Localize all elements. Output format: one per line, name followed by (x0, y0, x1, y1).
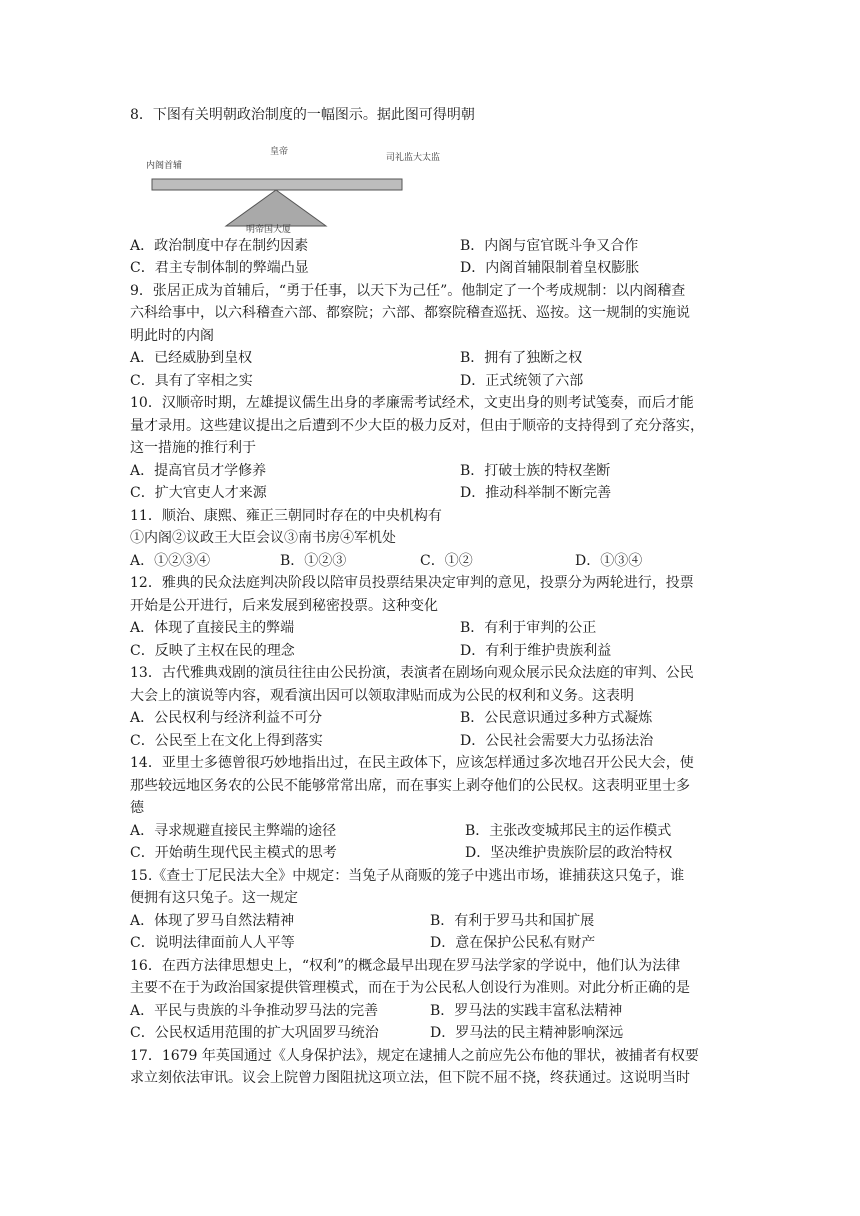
q11-options-row (130, 550, 740, 573)
label-emperor: 皇帝 (270, 146, 289, 157)
question-list (130, 104, 740, 1090)
question-10-stem-line: 这一措施的推行利于 (130, 440, 256, 456)
q13-options-row1 (130, 707, 740, 730)
question-14 (130, 752, 740, 865)
question-9-stem-line: 明此时的内阁 (130, 327, 214, 344)
label-silijian-eunuch: 司礼监大太监 (386, 152, 441, 163)
option-b[interactable]: B．罗马法的实践丰富私法精神 (430, 1002, 623, 1019)
option-a[interactable]: A．寻求规避直接民主弊端的途径 (130, 822, 337, 839)
question-14-stem-line: 德 (130, 800, 144, 816)
q13-options-row2 (130, 730, 740, 753)
option-b[interactable]: B．主张改变城邦民主的运作模式 (465, 822, 672, 839)
q12-options-row1 (130, 617, 740, 640)
q15-options-row2 (130, 932, 740, 955)
option-b[interactable]: B．有利于罗马共和国扩展 (430, 912, 595, 929)
option-c[interactable]: C．开始萌生现代民主模式的思考 (130, 845, 337, 861)
question-8-stem: 8．下图有关明朝政治制度的一幅图示。据此图可得明朝 (130, 107, 475, 123)
question-9 (130, 280, 740, 393)
question-8 (130, 104, 740, 280)
option-d[interactable]: D．罗马法的民主精神影响深远 (430, 1025, 624, 1041)
option-a[interactable]: A．公民权利与经济利益不可分 (130, 710, 323, 726)
option-b[interactable]: B．有利于审判的公正 (460, 620, 597, 636)
option-d[interactable]: D．内阁首辅限制着皇权膨胀 (460, 260, 640, 276)
option-c[interactable]: C．具有了宰相之实 (130, 372, 253, 389)
question-13-stem-line: 13．古代雅典戏剧的演员往往由公民扮演，表演者在剧场向观众展示民众法庭的审判、公民 (130, 665, 694, 681)
question-12 (130, 572, 740, 662)
option-c[interactable]: C．①② (420, 552, 473, 569)
q8-options-row2 (130, 257, 740, 280)
option-b[interactable]: B．打破士族的特权垄断 (460, 462, 611, 479)
q9-options-row1 (130, 347, 740, 370)
question-11 (130, 505, 740, 573)
balance-beam (152, 179, 402, 190)
question-15-stem-line: 便拥有这只兔子。这一规定 (130, 890, 298, 906)
question-17-stem-line: 求立刻依法审讯。议会上院曾力图阻扰这项立法，但下院不屈不挠，终获通过。这说明当时 (130, 1070, 690, 1086)
label-neige-shoufu: 内阁首辅 (146, 160, 183, 171)
question-10 (130, 392, 740, 505)
question-9-stem-line: 六科给事中，以六科稽查六部、都察院；六部、都察院稽查巡抚、巡按。这一规制的实施说 (130, 305, 690, 321)
question-16 (130, 955, 740, 1045)
q8-options-row1 (130, 235, 740, 258)
q16-options-row2 (130, 1022, 740, 1045)
option-d[interactable]: D．意在保护公民私有财产 (430, 935, 596, 951)
option-d[interactable]: D．有利于维护贵族利益 (460, 642, 612, 659)
option-c[interactable]: C．公民至上在文化上得到落实 (130, 732, 323, 749)
label-ming-empire-building: 明帝国大厦 (246, 224, 292, 235)
question-10-stem-line: 量才录用。这些建议提出之后遭到不少大臣的极力反对，但由于顺帝的支持得到了充分落实， (130, 417, 704, 434)
question-14-stem-line: 那些较远地区务农的公民不能够常常出席，而在事实上剥夺他们的公民权。这表明亚里士多 (130, 777, 690, 794)
q14-options-row2 (130, 842, 740, 865)
q15-options-row1 (130, 910, 740, 933)
option-c[interactable]: C．君主专制体制的弊端凸显 (130, 260, 309, 276)
option-a[interactable]: A．体现了罗马自然法精神 (130, 912, 295, 929)
question-17 (130, 1045, 740, 1090)
option-d[interactable]: D．①③④ (575, 552, 643, 569)
option-d[interactable]: D．推动科举制不断完善 (460, 485, 612, 501)
question-11-stem-line: 11．顺治、康熙、雍正三朝同时存在的中央机构有 (130, 507, 442, 524)
option-a[interactable]: A．提高官员才学修养 (130, 462, 267, 479)
question-12-stem-line: 12．雅典的民众法庭判决阶段以陪审员投票结果决定审判的意见，投票分为两轮进行，投票 (130, 575, 694, 591)
option-d[interactable]: D．公民社会需要大力弘扬法治 (460, 732, 654, 749)
question-16-stem-line: 16．在西方法律思想史上，“权利”的概念最早出现在罗马法学家的学说中，他们认为法律 (130, 957, 681, 974)
option-c[interactable]: C．公民权适用范围的扩大巩固罗马统治 (130, 1025, 379, 1041)
option-b[interactable]: B．拥有了独断之权 (460, 350, 583, 366)
ming-politics-seesaw-diagram (130, 133, 441, 235)
option-c[interactable]: C．反映了主权在民的理念 (130, 642, 295, 659)
question-15-stem-line: 15.《查士丁尼民法大全》中规定：当兔子从商贩的笼子中逃出市场，谁捕获这只兔子，谁 (130, 867, 685, 884)
option-a[interactable]: A．平民与贵族的斗争推动罗马法的完善 (130, 1002, 379, 1019)
question-16-stem-line: 主要不在于为政治国家提供管理模式，而在于为公民私人创设行为准则。对此分析正确的是 (130, 980, 690, 996)
question-13 (130, 662, 740, 752)
option-a[interactable]: A．体现了直接民主的弊端 (130, 620, 295, 636)
q16-options-row1 (130, 1000, 740, 1023)
question-11-stem-line: ①内阁②议政王大臣会议③南书房④军机处 (130, 530, 396, 546)
option-a[interactable]: A．①②③④ (130, 552, 211, 569)
q10-options-row2 (130, 482, 740, 505)
option-b[interactable]: B．①②③ (280, 552, 347, 569)
q14-options-row1 (130, 820, 740, 843)
option-d[interactable]: D．坚决维护贵族阶层的政治特权 (465, 845, 673, 861)
q9-options-row2 (130, 370, 740, 393)
option-c[interactable]: C．扩大官吏人才来源 (130, 485, 267, 501)
option-b[interactable]: B．内阁与宦官既斗争又合作 (460, 237, 639, 254)
option-b[interactable]: B．公民意识通过多种方式凝炼 (460, 710, 653, 726)
question-15 (130, 865, 740, 955)
option-c[interactable]: C．说明法律面前人人平等 (130, 935, 295, 951)
question-12-stem-line: 开始是公开进行，后来发展到秘密投票。这种变化 (130, 597, 438, 614)
question-17-stem-line: 17．1679 年英国通过《人身保护法》，规定在逮捕人之前应先公布他的罪状，被捕者有权要 (130, 1047, 699, 1064)
option-a[interactable]: A．已经威胁到皇权 (130, 350, 253, 366)
question-10-stem-line: 10．汉顺帝时期，左雄提议儒生出身的孝廉需考试经术，文吏出身的则考试笺奏，而后才能 (130, 395, 694, 411)
question-13-stem-line: 大会上的演说等内容，观看演出因可以领取津贴而成为公民的权利和义务。这表明 (130, 687, 634, 704)
question-9-stem-line: 9．张居正成为首辅后，“勇于任事，以天下为己任”。他制定了一个考成规制：以内阁稽查 (130, 282, 686, 299)
q10-options-row1 (130, 460, 740, 483)
question-14-stem-line: 14．亚里士多德曾很巧妙地指出过，在民主政体下，应该怎样通过多次地召开公民大会，使 (130, 755, 694, 771)
q12-options-row2 (130, 640, 740, 663)
option-d[interactable]: D．正式统领了六部 (460, 372, 584, 389)
option-a[interactable]: A．政治制度中存在制约因素 (130, 237, 309, 254)
